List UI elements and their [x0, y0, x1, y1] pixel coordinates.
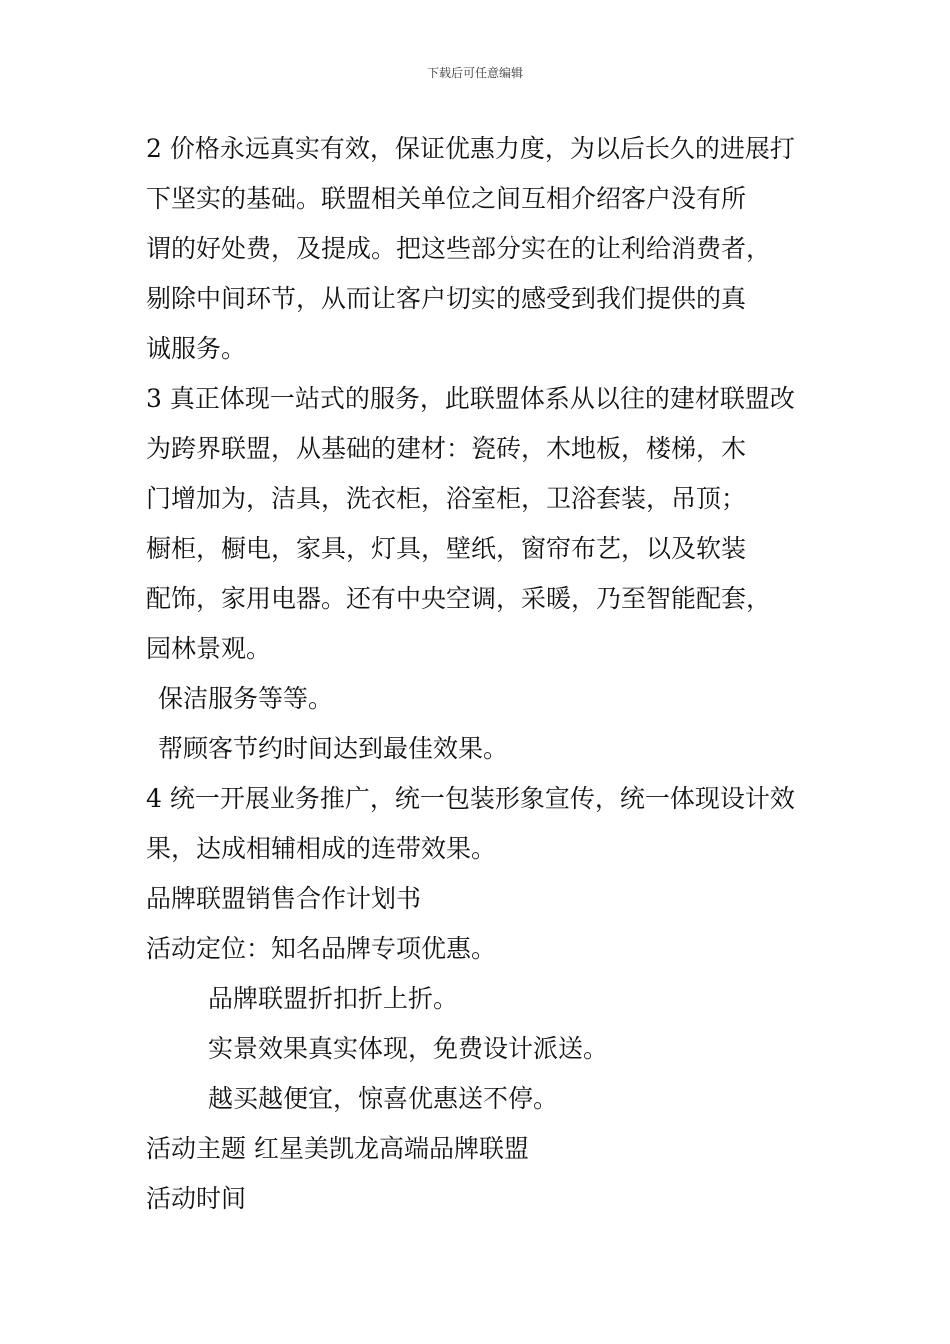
- item-3-line: 为跨界联盟，从基础的建材：瓷砖，木地板，楼梯，木: [146, 434, 747, 463]
- item-2-line: 2 价格永远真实有效，保证优惠力度，为以后长久的进展打: [146, 134, 795, 163]
- activity-time-label: 活动时间: [146, 1184, 247, 1213]
- activity-theme: 活动主题 红星美凯龙高端品牌联盟: [146, 1134, 529, 1163]
- item-3-line: 橱柜，橱电，家具，灯具，壁纸，窗帘布艺，以及软装: [146, 534, 747, 563]
- item-2-line: 诚服务。: [146, 334, 247, 363]
- bullet-item: 越买越便宜，惊喜优惠送不停。: [208, 1084, 559, 1113]
- item-3-line: 3 真正体现一站式的服务，此联盟体系从以往的建材联盟改: [146, 384, 795, 413]
- item-3-line: 园林景观。: [146, 634, 272, 663]
- item-3-line: 门增加为，洁具，洗衣柜，浴室柜，卫浴套装，吊顶；: [146, 484, 747, 513]
- item-4-line: 4 统一开展业务推广，统一包装形象宣传，统一体现设计效: [146, 784, 795, 813]
- extra-line-save-time: 帮顾客节约时间达到最佳效果。: [158, 734, 509, 763]
- document-body: [0, 124, 950, 1224]
- activity-positioning: 活动定位：知名品牌专项优惠。: [146, 934, 497, 963]
- extra-line-cleaning: 保洁服务等等。: [158, 684, 334, 713]
- item-4-paragraph: [0, 774, 950, 874]
- item-3-paragraph: [0, 374, 950, 674]
- item-2-paragraph: [0, 124, 950, 374]
- item-3-line: 配饰，家用电器。还有中央空调，采暖，乃至智能配套，: [146, 584, 772, 613]
- plan-title: 品牌联盟销售合作计划书: [146, 884, 422, 913]
- item-2-line: 谓的好处费，及提成。把这些部分实在的让利给消费者，: [146, 234, 772, 263]
- item-2-line: 下坚实的基础。联盟相关单位之间互相介绍客户没有所: [146, 184, 747, 213]
- item-4-line: 果，达成相辅相成的连带效果。: [146, 834, 497, 863]
- bullet-item: 品牌联盟折扣折上折。: [208, 984, 459, 1013]
- page-header-note: 下载后可任意编辑: [426, 66, 523, 80]
- item-2-line: 剔除中间环节，从而让客户切实的感受到我们提供的真: [146, 284, 747, 313]
- bullet-item: 实景效果真实体现，免费设计派送。: [208, 1034, 609, 1063]
